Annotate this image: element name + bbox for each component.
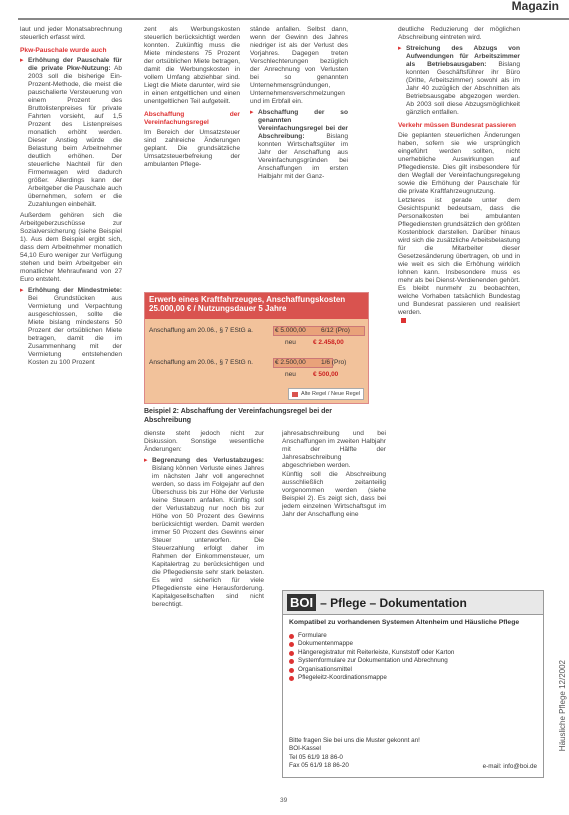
col4-paragraph-3: Letzteres ist gerade unter dem Gesichtspunkt bedeutsam, dass die Personalkosten bei ambulanten Pflegediensten grundsätzlich den größten Kostenblock darstellen. Darüber hinaus wird sich die zusätzliche Arbeitsbelastung für die Mitarbeiter dieser Gesetzesänderung übertragen, ob und in wie weit es sich die Erhöhung wirklich lohnen kann. Insbesondere muss es mehr als bei Dienst-Verdienenden gehört. Es bleibt nunmehr zu beobachten, welche Vorhaben tatsächlich Bundestag und Bundesrat passieren und realisiert werden. — [398, 197, 520, 316]
column-2-bottom — [144, 430, 264, 782]
ad-feature-item: Systemformulare zur Dokumentation und Abrechnung — [289, 657, 537, 666]
col2-bullet-1-text: Bislang können Verluste eines Jahres im nächsten Jahr voll angerechnet werden, so dass im Folgejahr auf den Überschuss bis zur Höhe der Verluste keine Steuern anfallen. Künftig soll der Verlustabzug nur noch bis zur Höhe von 50 Prozent des Gewinns berücksichtigt werden. Damit werden immer 50 Prozent des Gewinns einer Steuer unterworfen. Die Steuerzahlung erfolgt daher im Rahmen der Einkommensteuer, um Kapitalertrag zu berücksichtigen und die Pflegedienste sehr stark belasten. Es wird sicherlich für viele Pflegedienste eine Herausforderung. Kapitalgesellschaften sind nicht berechtigt. — [152, 465, 264, 608]
col1-bullet-2-text: Bei Grundstücken aus Vermietung und Verpachtung ausgeschlossen, sollte die Miete bislang mindestens 50 Prozent der ortsüblichen Miete betragen, damit die im Zusammenhang mit der Vermietung entstehenden Kosten zu 100 Prozent — [28, 295, 122, 366]
col1-paragraph: laut und jeder Monatsabrechnung steuerlich erfasst wird. — [20, 26, 122, 41]
boi-logo: BOI — [287, 594, 316, 611]
ad-feature-item: Dokumentenmappe — [289, 640, 537, 649]
ad-contact-line: BOI-Kassel — [289, 745, 321, 753]
section-label: Magazin — [511, 0, 559, 13]
chart-row-alt-label: neu — [285, 371, 296, 378]
legend-swatch-icon — [292, 392, 298, 397]
chart-row-alt-label: neu — [285, 339, 296, 346]
chart-row-amount: € 2.500,00 — [275, 359, 306, 366]
col4-paragraph-2: Die geplanten steuerlichen Änderungen haben, sofern sie wie ursprünglich eingeführt werden sollten, nicht unerhebliche Auswirkungen auf Pflegedienste. Dies gilt insbesondere für den Wegfall der Vereinfachungsregelung sowie die Erhöhung der Pauschale für die private Kraftfahrzeugnutzung. — [398, 132, 520, 195]
ad-contact-line: Fax 05 61/9 18 86-20 — [289, 762, 349, 770]
column-2-top — [144, 26, 240, 288]
col3-bullet-1-text: Bislang konnten Wirtschaftsgüter im Jahr der Anschaffung aus Vereinfachungsgründen bei Anschaffungen im ersten Halbjahr mit der Ganz- — [258, 133, 348, 180]
col2-paragraph: zent als Werbungskosten steuerlich berücksichtigt werden konnten. Zukünftig muss die Miete mindestens 75 Prozent der ortsüblichen Miete betragen, damit die Werbungskosten in vollem Umfang abziehbar sind. Liegt die Miete darunter, wird sie in einen entgeltlichen und einen unentgeltlichen Teil aufgeteilt. — [144, 26, 240, 105]
ad-contact-line: Bitte fragen Sie bei uns die Muster gekonnt an! — [289, 736, 420, 744]
page-number: 39 — [280, 797, 288, 804]
col2-bullet-1-head: Begrenzung des Verlustabzuges: — [152, 457, 264, 464]
ad-feature-item: Organisationsmittel — [289, 666, 537, 675]
chart-legend — [288, 388, 364, 400]
col1-bullet-1-text: Ab 2003 soll die bisherige Ein-Prozent-Methode, die meist die pauschalierte Versteuerung von einem Prozent des Bruttolistenpreises für private Fahrten vorsieht, auf 1,5 Prozent des Listenpreises monatlich erhöht werden. Dieser Anstieg würde die Belastung beim Arbeitnehmer deutlich erhöhen. Der steuerliche Nachteil für den Firmenwagen wird dadurch größer. Allerdings kann der Arbeitgeber die Pauschale auch übernehmen, sofern er die Zuzahlungen einbehält. — [28, 65, 122, 208]
col1-bullet-1 — [20, 57, 122, 209]
column-4 — [398, 26, 520, 586]
end-mark-icon — [401, 318, 406, 323]
ad-contact — [289, 737, 420, 771]
ad-header — [283, 591, 543, 615]
col1-bullet-2 — [20, 287, 122, 367]
chart-row-note: 6/12 (Pro) — [321, 327, 350, 334]
col4-bullet-1-text: Bislang konnten Geschäftsführer ihr Büro (Dritte, Arbeitszimmer) sowohl als im Jahr 40 zuzüglich der Abschnitten als Betriebsausgabe abgezogen werden. Ab 2003 soll diese Abzugsmöglichkeit gänzlich entfallen. — [406, 61, 520, 116]
column-3-bottom — [282, 430, 386, 580]
issue-reference: Häusliche Pflege 12/2002 — [558, 660, 567, 752]
chart-title: Erwerb eines Kraftfahrzeuges, Anschaffungskosten 25.000,00 € / Nutzungsdauer 5 Jahre — [145, 293, 368, 319]
col4-bullet-1-head: Streichung des Abzugs von Aufwendungen für Arbeitszimmer als Betriebsausgaben: — [406, 45, 520, 68]
chart-row-alt-amount: € 500,00 — [313, 371, 339, 378]
ad-feature-item: Hängeregistratur mit Reiterleiste, Kunststoff oder Karton — [289, 649, 537, 658]
ad-email-link[interactable]: e-mail: info@boi.de — [482, 763, 537, 770]
col4-paragraph: deutliche Reduzierung der möglichen Abschreibung eintreten wird. — [398, 26, 520, 41]
col2-heading: Abschaffung der Vereinfachungsregel — [144, 111, 240, 126]
col4-bullet-1 — [398, 45, 520, 117]
col2-paragraph-3: dienste steht jedoch nicht zur Diskussion. Sonstige wesentliche Änderungen: — [144, 430, 264, 453]
col2-paragraph-2: Im Bereich der Umsatzsteuer sind zahlreiche Änderungen geplant. Die grundsätzliche Umsatzsteuerbefreiung der ambulanten Pflege- — [144, 129, 240, 168]
ad-feature-item: Pflegeleitz-Koordinationsmappe — [289, 674, 537, 683]
col3-paragraph-2: jahresabschreibung und bei Anschaffungen im zweiten Halbjahr mit der Hälfte der Jahresabschreibung abgeschrieben werden. — [282, 430, 386, 469]
chart-row-alt-amount: € 2.458,00 — [313, 339, 344, 346]
depreciation-chart — [144, 292, 369, 404]
col3-paragraph: stände anfallen. Selbst dann, wenn der Gewinn des Jahres niedriger ist als der Verlust des Vorjahres. Dagegen treten Verschlechterungen bezüglich der Anrechnung von Verlusten bei so genannten Unternehmensgründungen, Unternehmensverschmelzungen und im Erbfall ein. — [250, 26, 348, 105]
header-rule — [18, 18, 569, 20]
ad-feature-list — [283, 630, 543, 686]
col4-heading: Verkehr müssen Bundesrat passieren — [398, 122, 517, 129]
ad-contact-line: Tel 05 61/9 18 86-0 — [289, 753, 343, 761]
col1-paragraph-2: Außerdem gehören sich die Arbeitgeberzuschüsse zur Sozialversicherung (siehe Beispiel 1). Aus dem Beispiel ergibt sich, dass dem Arbeitnehmer monatlich 54,10 Euro weniger zur Verfügung stehen und beim Arbeitgeber ein monatlicher Mehraufwand von 27 Euro entsteht. — [20, 212, 122, 283]
col1-heading: Pkw-Pauschale wurde auch — [20, 47, 107, 54]
header-bar — [0, 0, 569, 22]
legend-text: Alte Regel / Neue Regel — [300, 391, 360, 397]
boi-advertisement[interactable] — [282, 590, 544, 778]
ad-subtitle: Kompatibel zu vorhandenen Systemen Altenheim und Häusliche Pflege — [289, 619, 520, 626]
col1-bullet-1-head: Erhöhung der Pauschale für die private Pkw-Nutzung: — [28, 57, 122, 72]
chart-row-label: Anschaffung am 20.06., § 7 EStG n. — [149, 359, 253, 366]
col2-bullet-1 — [144, 457, 264, 609]
ad-feature-item: Formulare — [289, 632, 537, 641]
col3-bullet-1 — [250, 109, 348, 181]
chart-row-note: 1/6 (Pro) — [321, 359, 347, 366]
col3-bullet-1-head: Abschaffung der so genannten Vereinfachungsregel bei der Abschreibung: — [258, 109, 348, 140]
chart-row-label: Anschaffung am 20.06., § 7 EStG a. — [149, 327, 253, 334]
col1-bullet-2-head: Erhöhung der Mindestmiete: — [28, 287, 122, 294]
chart-row-amount: € 5.000,00 — [275, 327, 306, 334]
column-3-top — [250, 26, 348, 288]
column-1 — [20, 26, 122, 796]
ad-title: – Pflege – Dokumentation — [320, 595, 467, 610]
chart-caption: Beispiel 2: Abschaffung der Vereinfachungsregel bei der Abschreibung — [144, 408, 333, 424]
col3-paragraph-3: Künftig soll die Abschreibung ausschließlich zeitanteilig vorgenommen werden (siehe Beispiel 2). Es zeigt sich, dass bei jedem einzelnen Wirtschaftsgut im Jahr der Anschaffung eine — [282, 471, 386, 518]
